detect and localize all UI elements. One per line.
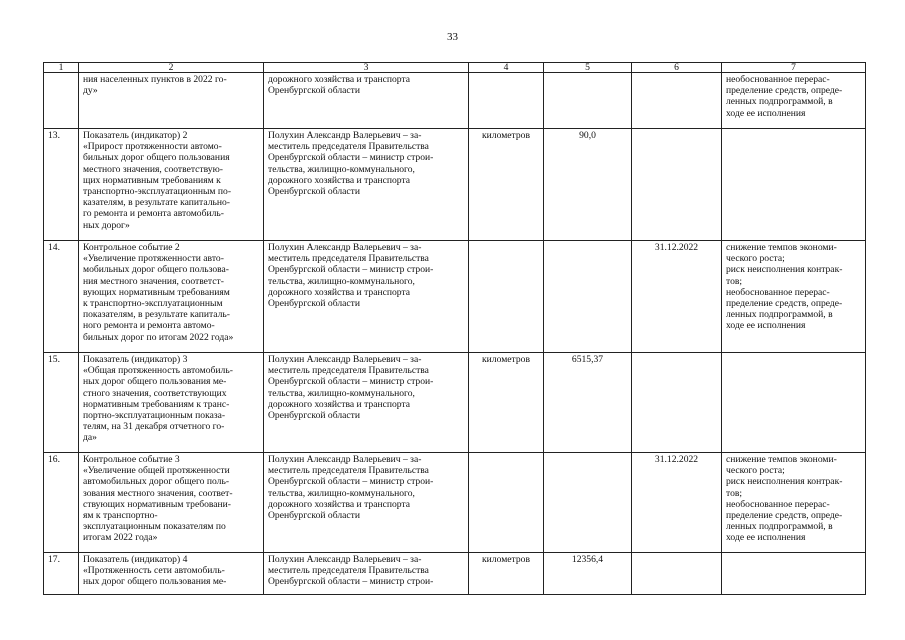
value (544, 241, 632, 353)
table-row (44, 353, 866, 453)
risks: снижение темпов экономи- ческого роста; риск неисполнения контрак- тов; необоснованное перерас- пределение средств, опреде- ленных подпрограммой, в ходе ее исполнения (722, 453, 866, 553)
unit (469, 73, 544, 129)
risks: снижение темпов экономи- ческого роста; риск неисполнения контрак- тов; необоснованное перерас- пределение средств, опреде- ленных подпрограммой, в ходе ее исполнения (722, 241, 866, 353)
date: 31.12.2022 (632, 241, 722, 353)
header-cell: 2 (79, 63, 264, 73)
responsible-person: Полухин Александр Валерьевич – за- меститель председателя Правительства Оренбургской области – министр строи- тельства, жилищно-коммунального, дорожного хозяйства и транспорта Оренбургской области (264, 453, 469, 553)
row-number: 17. (44, 553, 79, 595)
item-name: ния населенных пунктов в 2022 го- ду» (79, 73, 264, 129)
item-name: Показатель (индикатор) 4 «Протяженность сети автомобиль- ных дорог общего пользования ме- (79, 553, 264, 595)
item-name: Показатель (индикатор) 3 «Общая протяженность автомобиль- ных дорог общего пользования ме- стного значения, соответствующих нормативным требованиям к транс- портно-эксплуатационным показа- телям, на 31 декабря отчетного го- да» (79, 353, 264, 453)
item-name: Показатель (индикатор) 2 «Прирост протяженности автомо- бильных дорог общего пользования местного значения, соответствую- щих нормативным требованиям к транспортно-эксплуатационным по- казателям, в результате капитально- го ремонта и ремонта автомобиль- ных дорог» (79, 129, 264, 241)
table-row (44, 453, 866, 553)
header-cell: 7 (722, 63, 866, 73)
date (632, 353, 722, 453)
value: 90,0 (544, 129, 632, 241)
risks (722, 353, 866, 453)
row-number: 13. (44, 129, 79, 241)
date (632, 73, 722, 129)
header-cell: 1 (44, 63, 79, 73)
header-cell: 5 (544, 63, 632, 73)
risks (722, 129, 866, 241)
row-number: 15. (44, 353, 79, 453)
table-row (44, 73, 866, 129)
row-number: 16. (44, 453, 79, 553)
unit (469, 241, 544, 353)
value: 6515,37 (544, 353, 632, 453)
date (632, 129, 722, 241)
date (632, 553, 722, 595)
value (544, 453, 632, 553)
row-number (44, 73, 79, 129)
row-number: 14. (44, 241, 79, 353)
date: 31.12.2022 (632, 453, 722, 553)
responsible-person: Полухин Александр Валерьевич – за- меститель председателя Правительства Оренбургской области – министр строи- тельства, жилищно-коммунального, дорожного хозяйства и транспорта Оренбургской области (264, 241, 469, 353)
table-row (44, 553, 866, 595)
table-header-row (44, 63, 866, 73)
page-number: 33 (447, 31, 458, 43)
risks (722, 553, 866, 595)
plan-table (43, 62, 866, 595)
header-cell: 3 (264, 63, 469, 73)
table-row (44, 129, 866, 241)
responsible-person: дорожного хозяйства и транспорта Оренбургской области (264, 73, 469, 129)
risks: необоснованное перерас- пределение средств, опреде- ленных подпрограммой, в ходе ее исполнения (722, 73, 866, 129)
value (544, 73, 632, 129)
item-name: Контрольное событие 2 «Увеличение протяженности авто- мобильных дорог общего пользова- ния местного значения, соответст- вующих нормативным требованиям к транспортно-эксплуатационным показателям, в результате капиталь- ного ремонта и ремонта автомо- бильных дорог по итогам 2022 года» (79, 241, 264, 353)
unit: километров (469, 353, 544, 453)
header-cell: 4 (469, 63, 544, 73)
table-row (44, 241, 866, 353)
value: 12356,4 (544, 553, 632, 595)
unit: километров (469, 553, 544, 595)
unit (469, 453, 544, 553)
responsible-person: Полухин Александр Валерьевич – за- меститель председателя Правительства Оренбургской области – министр строи- (264, 553, 469, 595)
unit: километров (469, 129, 544, 241)
responsible-person: Полухин Александр Валерьевич – за- меститель председателя Правительства Оренбургской области – министр строи- тельства, жилищно-коммунального, дорожного хозяйства и транспорта Оренбургской области (264, 129, 469, 241)
responsible-person: Полухин Александр Валерьевич – за- меститель председателя Правительства Оренбургской области – министр строи- тельства, жилищно-коммунального, дорожного хозяйства и транспорта Оренбургской области (264, 353, 469, 453)
header-cell: 6 (632, 63, 722, 73)
item-name: Контрольное событие 3 «Увеличение общей протяженности автомобильных дорог общего поль- зования местного значения, соответ- ствующих нормативным требовани- ям к транспортно- эксплуатационным показателям по итогам 2022 года» (79, 453, 264, 553)
